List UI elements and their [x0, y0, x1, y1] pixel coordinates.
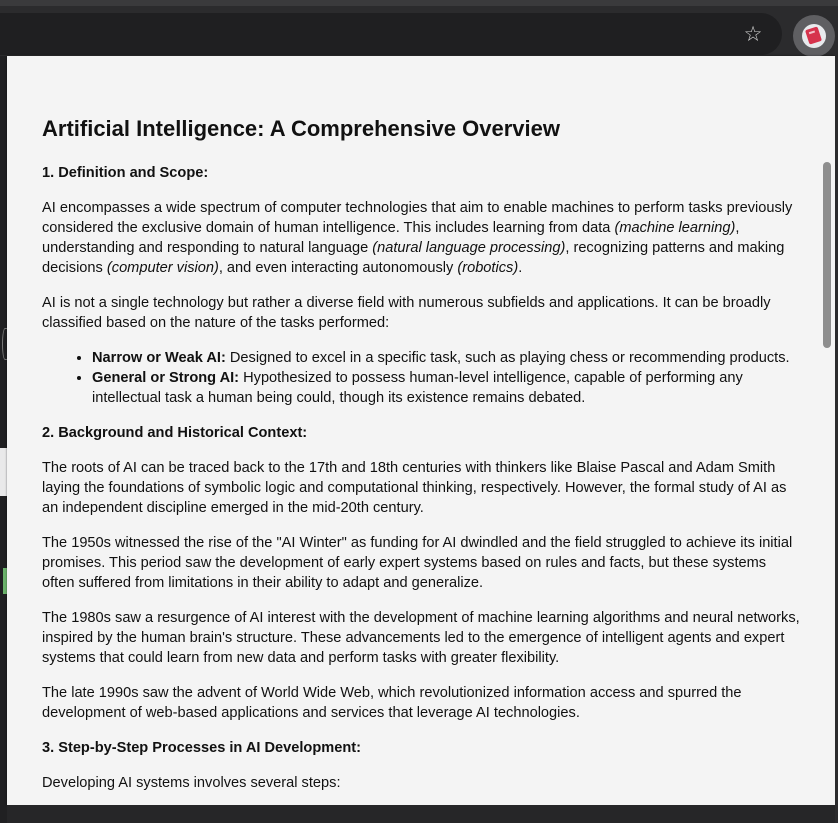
scrollbar-thumb[interactable]	[823, 162, 831, 348]
scrollbar-track[interactable]	[819, 56, 835, 805]
background-page-edge	[0, 56, 7, 823]
browser-toolbar	[0, 6, 838, 56]
paragraph: AI is not a single technology but rather a diverse field with numerous subfields and applications. It can be broadly classified based on the nature of the tasks performed:	[42, 295, 771, 331]
extension-popup	[7, 56, 835, 805]
paragraph: The roots of AI can be traced back to the 17th and 18th centuries with thinkers like Blaise Pascal and Adam Smith laying the foundations of symbolic logic and computational thinking, respectively. However, the formal study of AI as an independent discipline emerged in the mid-20th century.	[42, 460, 787, 516]
extension-button[interactable]	[793, 15, 835, 57]
section-heading-background: 2. Background and Historical Context:	[42, 425, 308, 441]
article-title: Artificial Intelligence: A Comprehensive Overview	[42, 116, 560, 141]
window-bottom-edge	[7, 805, 838, 823]
paragraph: The 1950s witnessed the rise of the "AI Winter" as funding for AI dwindled and the field struggled to achieve its initial promises. This period saw the development of early expert systems based on rules and facts, but these systems often suffered from limitations in their ability to adapt and generalize.	[42, 535, 793, 591]
background-element	[0, 448, 7, 496]
paragraph: Developing AI systems involves several steps:	[42, 775, 341, 791]
book-icon	[802, 24, 826, 48]
section-heading-definition: 1. Definition and Scope:	[42, 165, 209, 181]
paragraph: The 1980s saw a resurgence of AI interest with the development of machine learning algorithms and neural networks, inspired by the human brain's structure. These advancements led to the emergence of intelligent agents and expert systems that could learn from new data and perform tasks with greater flexibility.	[42, 610, 800, 666]
list-item: • Narrow or Weak AI: Designed to excel in a specific task, such as playing chess or recommending products.	[92, 348, 802, 368]
bookmark-star-icon[interactable]: ☆	[743, 22, 763, 46]
section-heading-steps: 3. Step-by-Step Processes in AI Development:	[42, 740, 361, 756]
book-glyph	[805, 26, 822, 44]
article-content	[42, 112, 802, 805]
ai-types-list	[42, 348, 802, 408]
paragraph: AI encompasses a wide spectrum of computer technologies that aim to enable machines to perform tasks previously considered the exclusive domain of human intelligence. This includes learning from data (machine learning), understanding and responding to natural language (natural language processing), recognizing patterns and making decisions (computer vision), and even interacting autonomously (robotics).	[42, 200, 793, 276]
address-bar[interactable]	[0, 13, 782, 55]
list-item: • General or Strong AI: Hypothesized to possess human-level intelligence, capable of performing any intellectual task a human being could, though its existence remains debated.	[92, 368, 802, 408]
paragraph: The late 1990s saw the advent of World Wide Web, which revolutionized information access and spurred the development of web-based applications and services that leverage AI technologies.	[42, 685, 742, 721]
